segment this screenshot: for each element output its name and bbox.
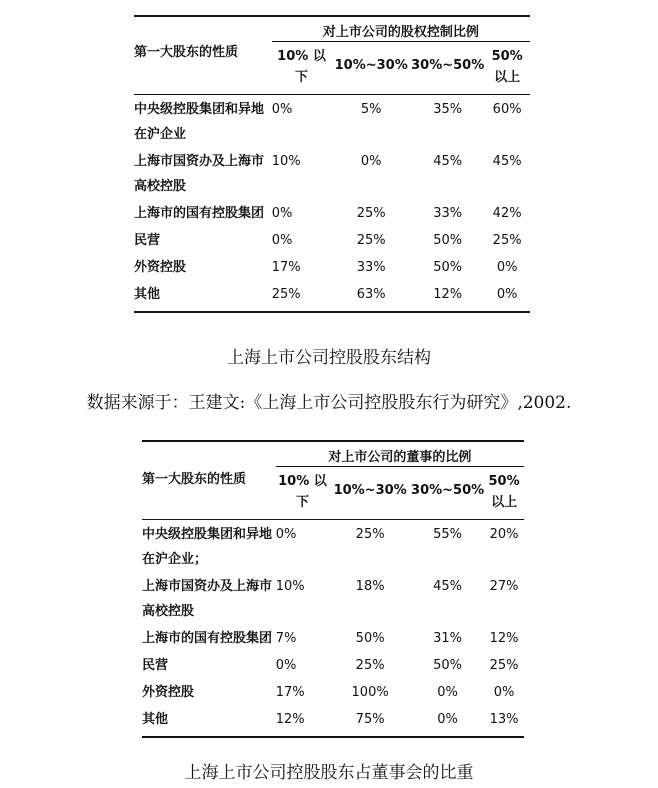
table-cell: 45% [492,154,522,169]
table-cell: 100% [351,685,389,700]
table-cell: 0% [271,102,293,117]
table-cell: 25% [271,287,301,302]
col-header-4: 50% 以上 [488,474,520,510]
table-cell: 50% [433,260,463,275]
table-cell: 63% [356,287,386,302]
table-row [134,199,530,226]
table-row [142,678,524,705]
row-label: 上海市的国有控股集团 [142,631,273,646]
table-cell: 0% [437,685,458,700]
group-header: 对上市公司的股权控制比例 [272,16,530,42]
row-label: 其他 [134,287,161,302]
row-header: 第一大股东的性质 [134,45,239,60]
table-cell: 0% [493,685,515,700]
table-cell: 0% [275,527,297,542]
table-row [142,572,524,624]
caption-ownership: 上海上市公司控股股东结构 [227,348,431,368]
table-cell: 33% [433,206,463,221]
table-cell: 50% [433,658,463,673]
table-row [134,95,530,148]
row-label: 中央级控股集团和异地在沪企业 [134,102,265,142]
table-row [134,280,530,312]
board-table [142,440,524,738]
row-label: 民营 [134,233,161,248]
caption-board: 上海上市公司控股股东占董事会的比重 [184,763,474,783]
table-cell: 45% [433,579,463,594]
row-label: 其他 [142,712,169,727]
table-row [134,253,530,280]
table-cell: 0% [360,154,382,169]
table-cell: 25% [355,658,385,673]
col-header-2: 10%~30% [333,483,407,498]
table-cell: 75% [355,712,385,727]
row-label: 外资控股 [134,260,187,275]
table-cell: 25% [492,233,522,248]
table-cell: 25% [356,233,386,248]
row-label: 上海市国资办及上海市高校控股 [134,154,265,194]
row-label: 外资控股 [142,685,195,700]
table-cell: 25% [355,527,385,542]
table-cell: 0% [496,287,518,302]
table-cell: 50% [433,233,463,248]
table-row [142,520,524,573]
table-cell: 50% [355,631,385,646]
table-cell: 12% [433,287,463,302]
table-row [142,624,524,651]
table-cell: 18% [355,579,385,594]
table-cell: 0% [271,233,293,248]
data-source-note: 数据来源于：王建文:《上海上市公司控股股东行为研究》,2002. [86,393,572,413]
col-header-1: 10% 以下 [277,49,326,85]
ownership-table [134,15,530,313]
table-row [134,147,530,199]
table-cell: 27% [489,579,519,594]
table-cell: 0% [275,658,297,673]
row-label: 中央级控股集团和异地在沪企业； [142,527,273,567]
row-label: 民营 [142,658,169,673]
table-cell: 10% [271,154,301,169]
table-cell: 13% [489,712,519,727]
row-header: 第一大股东的性质 [142,472,247,487]
col-header-1: 10% 以下 [278,474,327,510]
table-cell: 10% [275,579,305,594]
table-cell: 25% [356,206,386,221]
col-header-4: 50% 以上 [491,49,523,85]
row-label: 上海市国资办及上海市高校控股 [142,579,273,619]
table-cell: 45% [433,154,463,169]
table-cell: 17% [275,685,305,700]
table-row [142,651,524,678]
table-cell: 7% [275,631,297,646]
group-header: 对上市公司的董事的比例 [276,441,524,467]
table-cell: 42% [492,206,522,221]
table-cell: 55% [433,527,463,542]
table-row [134,226,530,253]
row-label: 上海市的国有控股集团 [134,206,265,221]
table-cell: 12% [275,712,305,727]
table-cell: 17% [271,260,301,275]
table-cell: 0% [496,260,518,275]
col-header-3: 30%~50% [411,483,485,498]
table-cell: 25% [489,658,519,673]
col-header-3: 30%~50% [411,58,485,73]
table-cell: 35% [433,102,463,117]
table-cell: 0% [271,206,293,221]
table-row [142,705,524,737]
table-cell: 60% [492,102,522,117]
table-cell: 12% [489,631,519,646]
table-cell: 33% [356,260,386,275]
table-cell: 5% [360,102,382,117]
table-cell: 20% [489,527,519,542]
table-cell: 31% [433,631,463,646]
col-header-2: 10%~30% [334,58,408,73]
table-cell: 0% [437,712,458,727]
